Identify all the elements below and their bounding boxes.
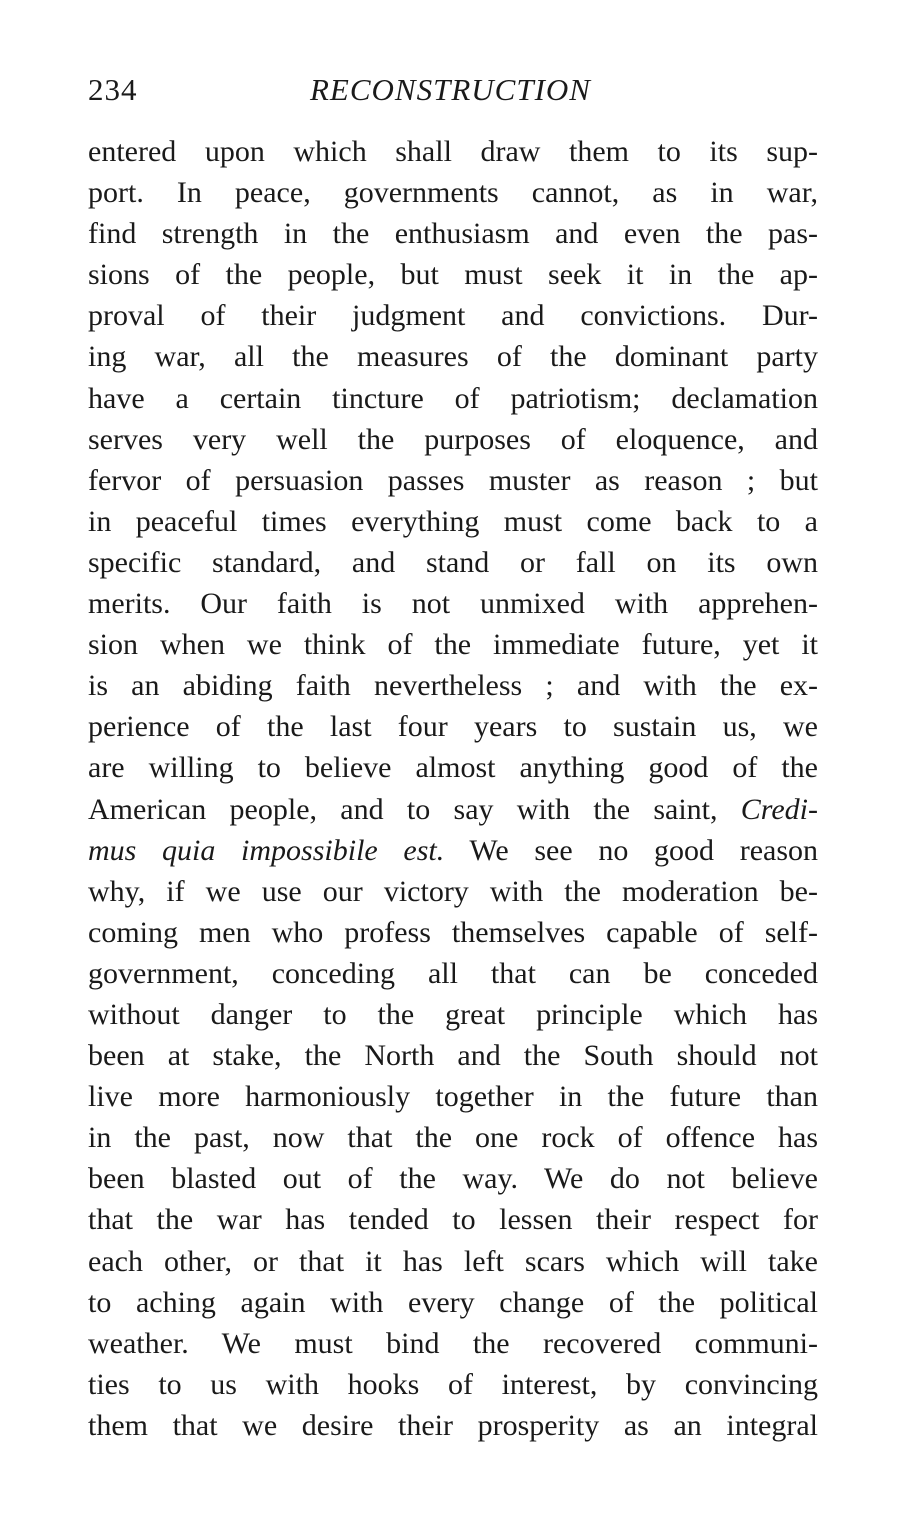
text-line: to aching again with every change of the political (88, 1285, 818, 1319)
text-line: find strength in the enthusiasm and even the pas- (88, 217, 818, 251)
text-line: weather. We must bind the recovered communi- (88, 1326, 818, 1360)
running-title: RECONSTRUCTION (310, 72, 591, 107)
text-line: been at stake, the North and the South should not (88, 1039, 818, 1073)
text-span-italic: mus quia impossibile est. (88, 833, 445, 867)
text-line: are willing to believe almost anything good of the (88, 751, 818, 785)
text-line: them that we desire their prosperity as an integral (88, 1408, 818, 1442)
text-span-italic: Credi- (740, 792, 818, 826)
text-line: in the past, now that the one rock of offence has (88, 1121, 818, 1155)
text-line: without danger to the great principle which has (88, 997, 818, 1031)
text-line: government, conceding all that can be conceded (88, 956, 818, 990)
text-span-roman: We see no good reason (469, 833, 818, 867)
text-line: coming men who profess themselves capable of self- (88, 915, 818, 949)
text-line: serves very well the purposes of eloquence, and (88, 422, 818, 456)
text-line: ties to us with hooks of interest, by convincing (88, 1367, 818, 1401)
text-line: fervor of persuasion passes muster as reason ; but (88, 463, 818, 497)
body-text (88, 131, 818, 1446)
text-line: entered upon which shall draw them to its sup- (88, 135, 818, 168)
text-line: have a certain tincture of patriotism; declamation (88, 381, 818, 415)
text-line: is an abiding faith nevertheless ; and with the ex- (88, 669, 818, 703)
text-line: sion when we think of the immediate future, yet it (88, 628, 818, 662)
text-line-mixed (88, 830, 818, 871)
text-line-mixed (88, 789, 818, 830)
text-line: why, if we use our victory with the moderation be- (88, 874, 818, 908)
text-line: proval of their judgment and convictions. Dur- (88, 299, 818, 333)
text-span-roman: American people, and to say with the saint, (88, 792, 718, 826)
page-number: 234 (88, 72, 138, 107)
text-line: ing war, all the measures of the dominant party (88, 340, 818, 374)
text-line: in peaceful times everything must come back to a (88, 504, 818, 538)
text-line: port. In peace, governments cannot, as in war, (88, 176, 818, 210)
text-line: been blasted out of the way. We do not believe (88, 1162, 818, 1196)
text-line: merits. Our faith is not unmixed with apprehen- (88, 587, 818, 621)
text-line: live more harmoniously together in the future than (88, 1080, 818, 1114)
page-header (88, 72, 818, 116)
text-line: specific standard, and stand or fall on its own (88, 545, 818, 579)
text-line: perience of the last four years to sustain us, we (88, 710, 818, 744)
text-line: that the war has tended to lessen their respect for (88, 1203, 818, 1237)
text-line: each other, or that it has left scars which will take (88, 1244, 818, 1278)
text-line: sions of the people, but must seek it in the ap- (88, 258, 818, 292)
